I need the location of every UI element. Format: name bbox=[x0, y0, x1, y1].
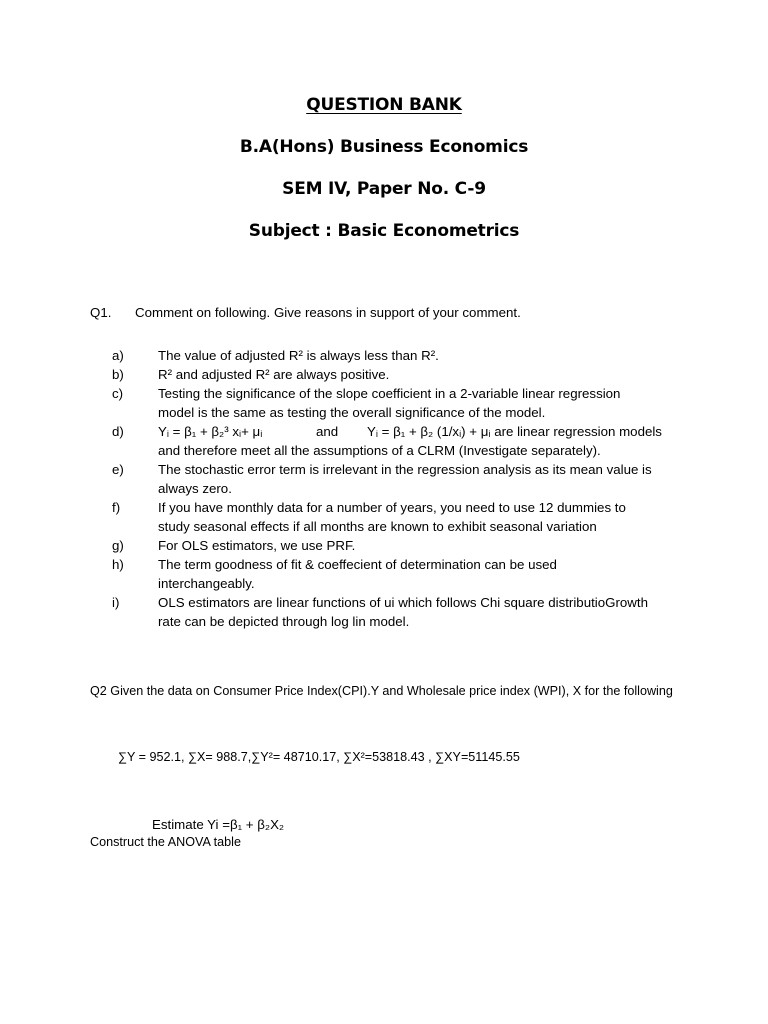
q1-item-text: Testing the significance of the slope coefficient in a 2-variable linear regression bbox=[158, 386, 621, 401]
q1-item-label: g) bbox=[112, 538, 124, 553]
q1-item-conjunction: and bbox=[316, 424, 339, 439]
q1-item-text-cont: model is the same as testing the overall significance of the model. bbox=[158, 405, 546, 420]
q1-item-text-cont: interchangeably. bbox=[158, 576, 255, 591]
q1-item-label: b) bbox=[112, 367, 124, 382]
q1-item-label: e) bbox=[112, 462, 124, 477]
q1-number: Q1. bbox=[90, 305, 112, 320]
q2-anova: Construct the ANOVA table bbox=[90, 835, 241, 849]
q1-item-text-cont: study seasonal effects if all months are known to exhibit seasonal variation bbox=[158, 519, 597, 534]
q1-item-label: f) bbox=[112, 500, 121, 515]
page-title: QUESTION BANK bbox=[306, 95, 462, 115]
q1-item-label: a) bbox=[112, 348, 124, 363]
q1-prompt: Comment on following. Give reasons in support of your comment. bbox=[135, 305, 521, 320]
q1-item-label: i) bbox=[112, 595, 120, 610]
q1-item-label: d) bbox=[112, 424, 124, 439]
q1-item-text-cont: rate can be depicted through log lin model. bbox=[158, 614, 410, 629]
q1-item-text-cont: and therefore meet all the assumptions of a CLRM (Investigate separately). bbox=[158, 443, 601, 458]
q2-prompt: Q2 Given the data on Consumer Price Index(CPI).Y and Wholesale price index (WPI), X for the following bbox=[90, 684, 673, 698]
q1-item-text: For OLS estimators, we use PRF. bbox=[158, 538, 356, 553]
q1-item-text: If you have monthly data for a number of years, you need to use 12 dummies to bbox=[158, 500, 626, 515]
q1-item-label: h) bbox=[112, 557, 124, 572]
q1-item-text: The term goodness of fit & coeffecient of determination can be used bbox=[158, 557, 557, 572]
q1-item-text: The stochastic error term is irrelevant in the regression analysis as its mean value is bbox=[158, 462, 652, 477]
q2-estimate: Estimate Yi =β₁ + β₂X₂ bbox=[152, 817, 285, 832]
q1-item-text: OLS estimators are linear functions of ui which follows Chi square distributioGrowth bbox=[158, 595, 648, 610]
q1-item-text: The value of adjusted R² is always less than R². bbox=[158, 348, 439, 363]
semester-line: SEM IV, Paper No. C-9 bbox=[282, 179, 486, 199]
q1-item-label: c) bbox=[112, 386, 124, 401]
q1-item-equation-1: Yᵢ = β₁ + β₂³ xᵢ+ μᵢ bbox=[158, 424, 263, 439]
q1-item-equation-2: Yᵢ = β₁ + β₂ (1/xᵢ) + μᵢ are linear regression models bbox=[367, 424, 662, 439]
q1-item-text-cont: always zero. bbox=[158, 481, 232, 496]
q1-item-text: R² and adjusted R² are always positive. bbox=[158, 367, 390, 382]
q2-sums: ∑Y = 952.1, ∑X= 988.7,∑Y²= 48710.17, ∑X²=53818.43 , ∑XY=51145.55 bbox=[118, 750, 520, 764]
subject-line: Subject : Basic Econometrics bbox=[248, 221, 520, 241]
course-title: B.A(Hons) Business Economics bbox=[239, 137, 529, 157]
